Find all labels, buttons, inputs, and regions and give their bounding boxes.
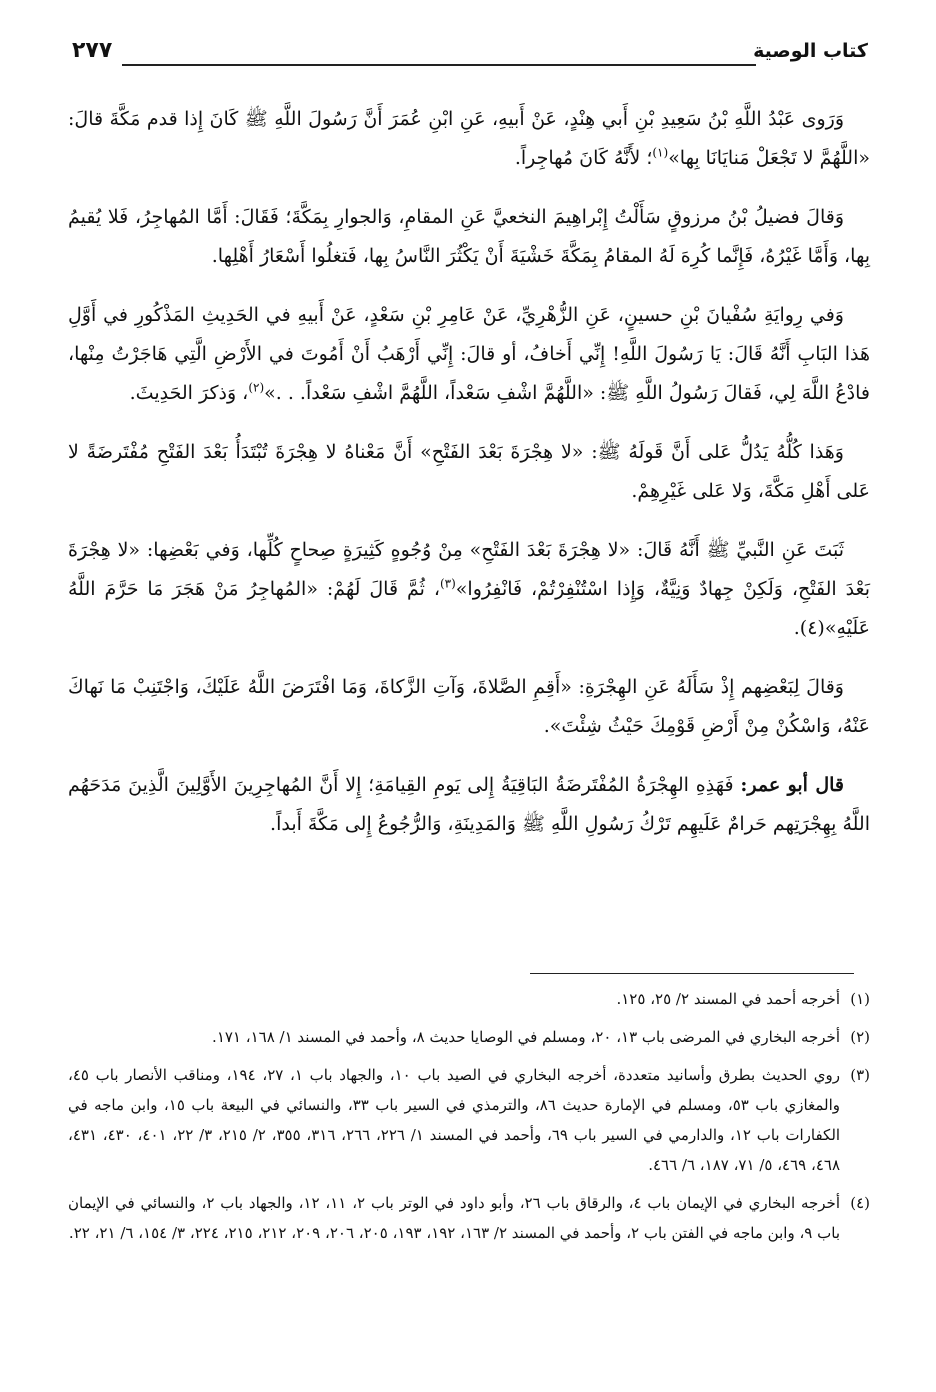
footnote-text: أخرجه أحمد في المسند ٢/ ٢٥، ١٢٥. — [616, 990, 840, 1008]
paragraph-text: وَرَوى عَبْدُ اللَّهِ بْنُ سَعِيدِ بْنِ أَبي هِنْدٍ، عَنْ أَبيهِ، عَنِ ابْنِ عُمَرَ أَنَّ رَسُولَ اللَّهِ ﷺ كَانَ إِذا قدم مَكَّةَ قالَ: «اللَّهُمَّ لا تَجْعَلْ مَنايَانَا بِها» — [68, 108, 870, 169]
paragraph — [68, 766, 870, 844]
paragraph — [68, 433, 870, 511]
main-text — [68, 100, 870, 864]
paragraph — [68, 668, 870, 746]
footnote — [68, 984, 870, 1014]
footnote — [68, 1188, 870, 1248]
paragraph-text-cont: ، ثُمَّ قَالَ لَهُمْ: «المُهاجِرُ مَنْ هَجَرَ مَا حَرَّمَ اللَّهُ عَلَيْهِ»(٤). — [68, 578, 870, 639]
paragraph — [68, 531, 870, 648]
footnote-text: أخرجه البخاري في المرضى باب ١٣، ٢٠، ومسلم في الوصايا حديث ٨، وأحمد في المسند ١/ ١٦٨، ١٧١. — [212, 1028, 840, 1046]
paragraph-text: ثَبَتَ عَنِ النَّبيِّ ﷺ أَنَّهُ قَالَ: «لا هِجْرَةَ بَعْدَ الفَتْحِ» مِنْ وُجُوهٍ كَثِيرَةٍ صِحاحٍ كُلِّها، وَفي بَعْضِها: «لا هِجْرَةَ بَعْدَ الفَتْحِ، وَلَكِنْ جِهادٌ وَنِيَّةٌ، وَإِذا اسْتُنْفِرْتُمْ، فَانْفِرُوا» — [68, 539, 870, 600]
footnote-number: (١) — [850, 990, 870, 1008]
paragraph — [68, 198, 870, 276]
paragraph — [68, 100, 870, 178]
footnote — [68, 1060, 870, 1180]
footnote-number: (٤) — [850, 1194, 870, 1212]
footnote-text: أخرجه البخاري في الإيمان باب ٤، والرقاق باب ٢٦، وأبو داود في الوتر باب ٢، ١١، ١٢، والجهاد باب ٢، والنسائي في الإيمان باب ٩، وابن ماجه في الفتن باب ٢، وأحمد في المسند ٢/ ١٦٣، ١٩٢، ١٩٣، ٢٠٥، ٢٠٦، ٢٠٩، ٢١٢، ٢١٥، ٢٢٤، ٣/ ١٥٤، ٦/ ٢١، ٢٢. — [68, 1194, 840, 1242]
header-rule — [122, 64, 756, 66]
footnote-number: (٢) — [850, 1028, 870, 1046]
paragraph-text: فَهَذِهِ الهِجْرَةُ المُفْتَرضَةُ البَاقِيَةُ إِلى يَومِ القِيامَةِ؛ إِلا أَنَّ المُهاجِرِينَ الأَوَّلِينَ الَّذِينَ مَدَحَهُم اللَّهُ بِهِجْرَتِهم حَرامٌ عَلَيهِم تَرْكُ رَسُولِ اللَّهِ ﷺ وَالمَدِينَةِ، وَالرُّجُوعُ إِلى مَكَّةَ أَبداً. — [68, 774, 870, 835]
chapter-title: كتاب الوصية — [753, 40, 868, 62]
paragraph-text: وَفي رِوايَةِ سُفْيانَ بْنِ حسينٍ، عَنِ الزُّهْرِيِّ، عَنْ عَامِرِ بْنِ سَعْدٍ، عَنْ أَبيهِ في الحَدِيثِ المَذْكُورِ في أَوَّلِ هَذا البَابِ أَنَّهُ قَالَ: يَا رَسُولَ اللَّهِ! إِنِّي أَخافُ، أو قالَ: إِنِّي أَرْهَبُ أَنْ أَمُوتَ في الأَرْضِ الَّتِي هَاجَرْتُ مِنْها، فادْعُ اللَّهَ لِي، فَقالَ رَسُولُ اللَّهِ ﷺ: «اللَّهُمَّ اشْفِ سَعْداً، اللَّهُمَّ اشْفِ سَعْداً. . .» — [68, 304, 870, 404]
paragraph-text: وَقالَ لِبَعْضِهم إِذْ سَأَلَهُ عَنِ الهِجْرَةِ: «أَقِمِ الصَّلاةَ، وَآتِ الزَّكاةَ، وَمَا افْتَرَضَ اللَّهُ عَلَيْكَ، وَاجْتَنِبْ مَا نَهاكَ عَنْهُ، وَاسْكُنْ مِنْ أَرْضِ قَوْمِكَ حَيْثُ شِئْتَ». — [68, 676, 870, 737]
paragraph-text: وَقالَ فضيلُ بْنُ مرزوقٍ سَأَلْتُ إِبْراهِيمَ النخعيَّ عَنِ المقامِ، وَالجوارِ بِمَكَّةَ؛ فَقَالَ: أَمَّا المُهاجِرُ، فَلا يُقيمُ بِها، وَأَمَّا غَيْرُهُ، فَإِنَّما كُرِهَ لَهُ المقامُ بِمَكَّةَ خَشْيَةَ أَنْ يَكْثُرَ النَّاسُ بِها، فَتغلُوا أَسْعَارُ أَهْلِها. — [68, 206, 870, 267]
paragraph — [68, 296, 870, 413]
paragraph-text-cont: ؛ لأَنَّهُ كَانَ مُهاجِراً. — [514, 147, 653, 169]
footnote — [68, 1022, 870, 1052]
speaker-label: قال أبو عمر: — [740, 774, 845, 796]
footnote-ref: (١) — [652, 145, 669, 160]
footnote-text: روي الحديث بطرق وأسانيد متعددة، أخرجه البخاري في الصيد باب ١٠، والجهاد باب ١، ٢٧، ١٩٤، ومناقب الأنصار باب ٤٥، والمغازي باب ٥٣، ومسلم في الإمارة حديث ٨٦، والترمذي في السير باب ٣٣، والنسائي في البيعة باب ١٥، وابن ماجه في الكفارات باب ١٢، والدارمي في السير باب ٦٩، وأحمد في المسند ١/ ٢٢٦، ٢٦٦، ٣١٦، ٣٥٥، ٢/ ٢١٥، ٣/ ٢٢، ٤٠١، ٤٣٠، ٤٣١، ٤٦٨، ٤٦٩، ٥/ ٧١، ١٨٧، ٦/ ٤٦٦. — [68, 1066, 841, 1174]
footnotes — [68, 984, 870, 1256]
paragraph-text-cont: ، وَذكرَ الحَدِيثَ. — [129, 382, 249, 404]
footnote-ref: (٢) — [248, 380, 265, 395]
footnote-separator — [530, 973, 854, 974]
footnote-number: (٣) — [850, 1066, 870, 1084]
page-number: ٢٧٧ — [72, 38, 113, 63]
footnote-ref: (٣) — [439, 576, 456, 591]
paragraph-text: وَهَذا كُلُّهُ يَدُلُّ عَلى أَنَّ قَولَهُ ﷺ: «لا هِجْرَةَ بَعْدَ الفَتْحِ» أَنَّ مَعْناهُ لا هِجْرَةَ تُبْتَدَأُ بَعْدَ الفَتْحِ مُفْتَرضَةً لا عَلى أَهْلِ مَكَّةَ، وَلا عَلى غَيْرِهِمْ. — [68, 441, 870, 502]
page-header — [72, 36, 868, 76]
